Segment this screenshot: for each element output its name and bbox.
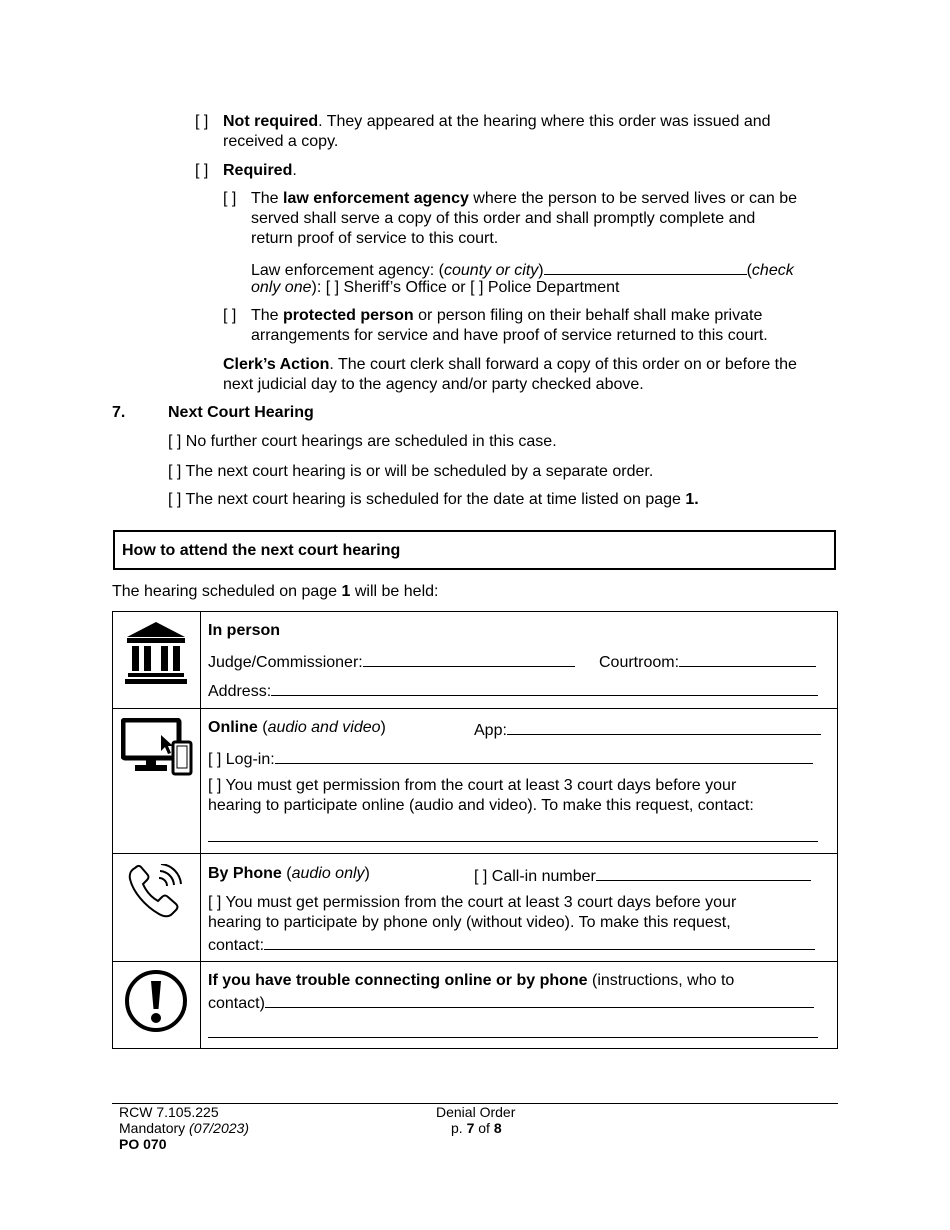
courtroom-blank[interactable] xyxy=(679,650,816,667)
address-blank[interactable] xyxy=(271,679,818,696)
attend-options-table xyxy=(112,611,838,1049)
agency-line: Law enforcement agency: (county or city) (check xyxy=(251,258,794,281)
lea-text-line1: The law enforcement agency where the person to be served lives or can be xyxy=(251,190,798,207)
address-field[interactable]: Address: xyxy=(208,679,818,702)
courtroom-field[interactable]: Courtroom: xyxy=(599,650,816,673)
section-number: 7. xyxy=(112,404,126,421)
attend-intro: The hearing scheduled on page 1 will be held: xyxy=(112,583,439,600)
pp-text-line1: The protected person or person filing on their behalf shall make private xyxy=(251,307,763,324)
trouble-contact-blank[interactable] xyxy=(265,991,814,1008)
footer-form-id: PO 070 xyxy=(119,1136,167,1152)
pp-checkbox: [ ] xyxy=(223,307,237,324)
hearing-option-none: [ ] No further court hearings are scheduled in this case. xyxy=(168,433,557,450)
phone-contact-field[interactable]: contact: xyxy=(208,933,815,956)
lea-text-line2: served shall serve a copy of this order and shall promptly complete and xyxy=(251,210,756,227)
lea-checkbox: [ ] xyxy=(223,190,237,207)
hearing-option-separate: [ ] The next court hearing is or will be scheduled by a separate order. xyxy=(168,463,654,480)
in-person-title: In person xyxy=(208,622,281,639)
phone-permission-line1: [ ] You must get permission from the court at least 3 court days before your xyxy=(208,894,737,911)
login-blank[interactable] xyxy=(275,747,813,764)
phone-contact-blank[interactable] xyxy=(264,933,815,950)
clerk-action-line2: next judicial day to the agency and/or party checked above. xyxy=(223,376,644,393)
online-permission-line2: hearing to participate online (audio and video). To make this request, contact: xyxy=(208,797,754,814)
phone-permission-line2: hearing to participate by phone only (without video). To make this request, xyxy=(208,914,731,931)
lea-text-line3: return proof of service to this court. xyxy=(251,230,499,247)
agency-blank xyxy=(544,258,747,275)
app-field[interactable]: App: xyxy=(474,718,821,741)
row-divider xyxy=(113,708,837,709)
required-option: [ ] xyxy=(195,162,209,179)
online-contact-blank[interactable] xyxy=(208,841,818,842)
login-field[interactable]: [ ] Log-in: xyxy=(208,747,813,770)
phone-icon xyxy=(127,864,187,925)
attend-header-box xyxy=(113,530,836,570)
trouble-extra-blank[interactable] xyxy=(208,1037,818,1038)
not-required-text: Not required. They appeared at the hearing where this order was issued and xyxy=(223,113,771,130)
online-permission-line1: [ ] You must get permission from the court at least 3 court days before your xyxy=(208,777,737,794)
clerk-action-line1: Clerk’s Action. The court clerk shall forward a copy of this order on or before the xyxy=(223,356,797,373)
not-required-text-cont: received a copy. xyxy=(223,133,339,150)
table-column-divider xyxy=(200,612,201,1048)
trouble-contact-field[interactable]: contact) xyxy=(208,991,814,1014)
judge-field[interactable]: Judge/Commissioner: xyxy=(208,650,575,673)
footer-rcw: RCW 7.105.225 xyxy=(119,1104,219,1120)
exclamation-icon xyxy=(124,969,188,1038)
computer-phone-icon xyxy=(121,718,193,781)
not-required-option: [ ] xyxy=(195,113,209,130)
required-label: Required. xyxy=(223,162,297,179)
courthouse-icon xyxy=(125,621,187,690)
footer-mandatory: Mandatory (07/2023) xyxy=(119,1120,249,1136)
trouble-title: If you have trouble connecting online or by phone (instructions, who to xyxy=(208,972,735,989)
app-blank[interactable] xyxy=(507,718,821,735)
phone-title: By Phone (audio only) xyxy=(208,865,370,882)
online-title: Online (audio and video) xyxy=(208,719,386,736)
pp-text-line2: arrangements for service and have proof of service returned to this court. xyxy=(251,327,768,344)
judge-blank[interactable] xyxy=(363,650,575,667)
attend-header-title: How to attend the next court hearing xyxy=(122,542,401,559)
agency-line2: only one): [ ] Sheriff’s Office or [ ] Police Department xyxy=(251,279,620,296)
footer-doc-title: Denial Order xyxy=(436,1104,516,1120)
section-title: Next Court Hearing xyxy=(168,404,314,421)
row-divider xyxy=(113,853,837,854)
footer-page-number: p. 7 of 8 xyxy=(451,1120,502,1136)
callin-blank[interactable] xyxy=(596,864,811,881)
hearing-option-scheduled: [ ] The next court hearing is scheduled for the date at time listed on page 1. xyxy=(168,491,699,508)
row-divider xyxy=(113,961,837,962)
callin-field[interactable]: [ ] Call-in number xyxy=(474,864,811,887)
